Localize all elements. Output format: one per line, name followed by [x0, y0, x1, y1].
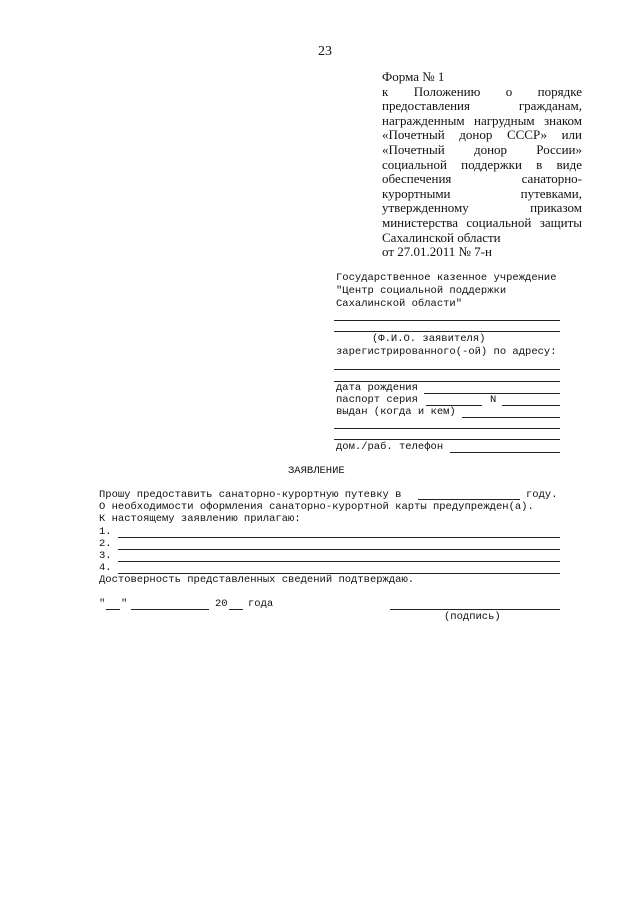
- attachment-line[interactable]: [118, 561, 560, 562]
- fio-line[interactable]: [334, 331, 560, 332]
- confirmation-text: Достоверность представленных сведений подтверждаю.: [99, 574, 415, 586]
- body-line: Прошу предоставить санаторно-курортную путевку в: [99, 489, 402, 501]
- passport-number-label: N: [490, 394, 497, 406]
- header-line: обеспечения санаторно-: [382, 171, 582, 187]
- fio-line[interactable]: [334, 320, 560, 321]
- recipient-line: Государственное казенное учреждение: [336, 272, 557, 284]
- date-quote-close: ": [121, 598, 128, 610]
- date-month-line[interactable]: [131, 609, 209, 610]
- issued-line[interactable]: [334, 439, 560, 440]
- header-line: к Положению о порядке: [382, 83, 582, 99]
- date-year-line[interactable]: [229, 609, 243, 610]
- attachment-number: 1.: [99, 526, 112, 538]
- passport-number-line[interactable]: [502, 405, 560, 406]
- body-line: О необходимости оформления санаторно-курортной карты предупрежден(а).: [99, 501, 534, 513]
- attachment-line[interactable]: [118, 537, 560, 538]
- date-day-line[interactable]: [106, 609, 120, 610]
- issued-label: выдан (когда и кем): [336, 406, 456, 418]
- address-label: зарегистрированного(-ой) по адресу:: [336, 346, 557, 358]
- header-line: социальной поддержки в виде: [382, 156, 582, 172]
- attachment-number: 4.: [99, 562, 112, 574]
- header-line: Сахалинской области: [382, 229, 501, 245]
- body-line-end: году.: [526, 489, 558, 501]
- header-line: утвержденному приказом: [382, 200, 582, 216]
- date-year-suffix: года: [248, 598, 274, 610]
- recipient-line: Сахалинской области": [336, 298, 463, 310]
- issued-line[interactable]: [462, 417, 560, 418]
- header-line: министерства социальной защиты: [382, 214, 582, 230]
- birth-date-label: дата рождения: [336, 382, 418, 394]
- body-line: К настоящему заявлению прилагаю:: [99, 513, 301, 525]
- attachment-number: 2.: [99, 538, 112, 550]
- phone-label: дом./раб. телефон: [336, 441, 444, 453]
- address-line[interactable]: [334, 369, 560, 370]
- header-line: предоставления гражданам,: [382, 98, 582, 114]
- attachment-number: 3.: [99, 550, 112, 562]
- passport-series-label: паспорт серия: [336, 394, 418, 406]
- phone-line[interactable]: [450, 452, 560, 453]
- attachment-line[interactable]: [118, 549, 560, 550]
- header-line: «Почетный донор России»: [382, 141, 582, 157]
- signature-line[interactable]: [390, 609, 560, 610]
- form-number: Форма № 1: [382, 69, 445, 84]
- header-line: от 27.01.2011 № 7-н: [382, 244, 492, 260]
- signature-label: (подпись): [444, 611, 501, 623]
- header-line: награжденным нагрудным знаком: [382, 112, 582, 128]
- date-quote-open: ": [99, 598, 106, 610]
- recipient-line: "Центр социальной поддержки: [336, 285, 507, 297]
- header-line: курортными путевками,: [382, 185, 582, 201]
- page-number: 23: [318, 44, 332, 59]
- document-title: ЗАЯВЛЕНИЕ: [288, 465, 345, 477]
- year-line[interactable]: [418, 499, 520, 500]
- form-header: [382, 70, 582, 260]
- fio-label: (Ф.И.О. заявителя): [372, 333, 486, 345]
- issued-line[interactable]: [334, 428, 560, 429]
- date-year-prefix: 20: [215, 598, 228, 610]
- header-line: «Почетный донор СССР» или: [382, 127, 582, 143]
